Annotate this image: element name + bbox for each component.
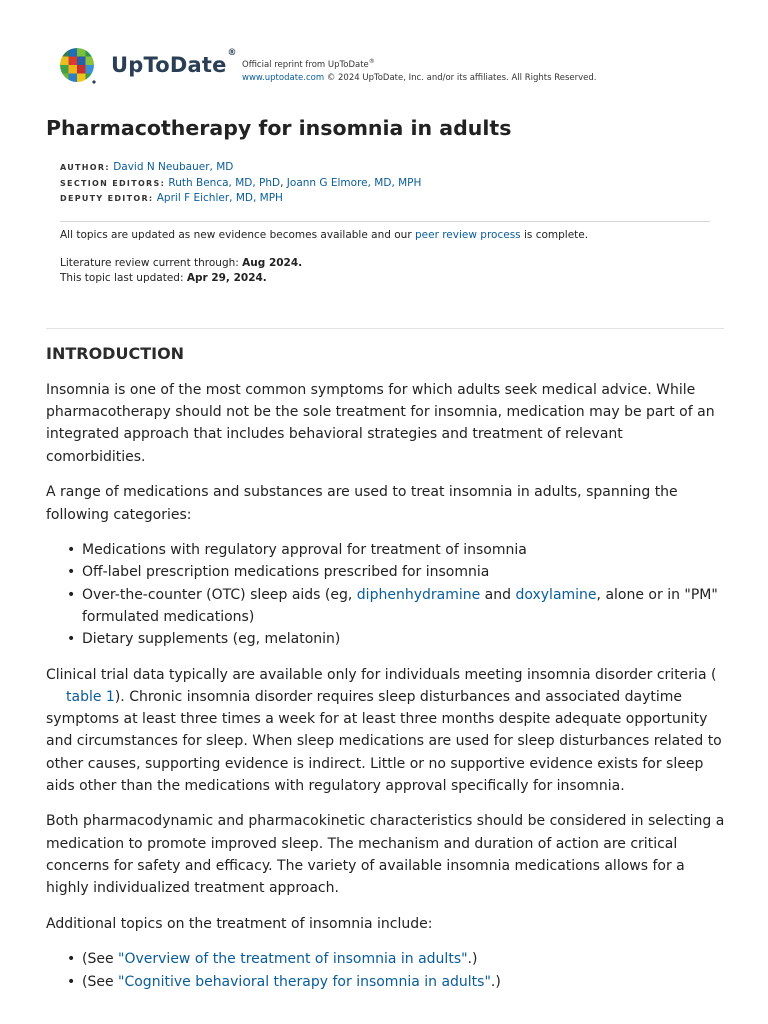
section-divider [46,328,724,329]
list-item: • Off-label prescription medications prescribed for insomnia [46,561,726,583]
deputy-editor-link[interactable]: April F Eichler, MD, MPH [156,192,283,204]
paragraph: A range of medications and substances are used to treat insomnia in adults, spanning the following categories: [46,484,678,523]
paragraph: Insomnia is one of the most common symptoms for which adults seek medical advice. While pharmacotherapy should not be the sole treatment for insomnia, medication may be part of an integrated approach that includes behavioral strategies and treatment of relevant comorbidities. [46,382,715,465]
list-item: • Dietary supplements (eg, melatonin) [46,628,726,650]
reprint-notice: Official reprint from UpToDate® www.uptodate.com © 2024 UpToDate, Inc. and/or its affiliates. All Rights Reserved. [242,58,597,83]
category-list [46,539,726,650]
topic-meta [60,228,588,286]
uptodate-logo-icon [58,46,96,84]
related-topic-link-cbt[interactable]: "Cognitive behavioral therapy for insomnia in adults" [118,973,491,990]
update-policy-text: All topics are updated as new evidence becomes available and our peer review process is complete. [60,229,589,241]
page-title: Pharmacotherapy for insomnia in adults [46,116,512,140]
header [58,46,718,86]
list-item: • (See "Overview of the treatment of insomnia in adults".) [46,948,726,970]
section-heading: INTRODUCTION [46,344,185,363]
author-row [60,160,421,176]
author-link[interactable]: David N Neubauer, MD [113,161,234,173]
diphenhydramine-link[interactable]: diphenhydramine [356,586,481,603]
deputy-editor-label: DEPUTY EDITOR: [60,194,154,203]
paragraph: Both pharmacodynamic and pharmacokinetic characteristics should be considered in selecting a medication to promote improved sleep. The mechanism and duration of action are critical concerns for safety and efficacy. The variety of available insomnia medications allows for a highly individualized treatment approach. [46,813,725,897]
doxylamine-link[interactable]: doxylamine [515,586,597,603]
related-topic-link-overview[interactable]: "Overview of the treatment of insomnia in adults" [118,951,468,968]
list-item: • Medications with regulatory approval for treatment of insomnia [46,539,726,561]
section-editors-row: SECTION EDITORS: Ruth Benca, MD, PhD, Joann G Elmore, MD, MPH [60,176,422,189]
author-label: AUTHOR: [60,163,110,172]
paragraph: Clinical trial data typically are available only for individuals meeting insomnia disorder criteria (table 1). Chronic insomnia disorder requires sleep disturbances and associated daytime symptoms at least three times a week for at least three months despite adequate opportunity and circumstances for sleep. When sleep medications are used for sleep disturbances related to other causes, supporting evidence is indirect. Little or no supportive evidence exists for sleep aids other than the medications with regulatory approval specifically for insomnia. [46,666,722,794]
list-item: • (See "Cognitive behavioral therapy for insomnia in adults".) [46,971,726,993]
table-1-link[interactable]: table 1 [66,688,115,705]
divider [60,221,710,222]
last-updated-text: This topic last updated: Apr 29, 2024. [60,272,267,284]
section-editors-label: SECTION EDITORS: [60,178,166,188]
deputy-editor-row [60,191,421,207]
literature-review-text: Literature review current through: Aug 2024. [60,257,303,269]
logo-wordmark: UpToDate® [111,48,237,77]
uptodate-link[interactable]: www.uptodate.com [242,72,325,83]
section-editor-link-2[interactable]: Joann G Elmore, MD, MPH [286,176,422,189]
section-editor-link-1[interactable]: Ruth Benca, MD, PhD [168,176,281,189]
article-body [46,343,726,1006]
peer-review-link[interactable]: peer review process [414,229,521,241]
list-item: • Over-the-counter (OTC) sleep aids (eg, diphenhydramine and doxylamine, alone or in "PM" formulated medications) [46,584,726,628]
credits [60,160,421,207]
related-topics-list [46,948,726,992]
paragraph: Additional topics on the treatment of insomnia include: [46,915,433,932]
